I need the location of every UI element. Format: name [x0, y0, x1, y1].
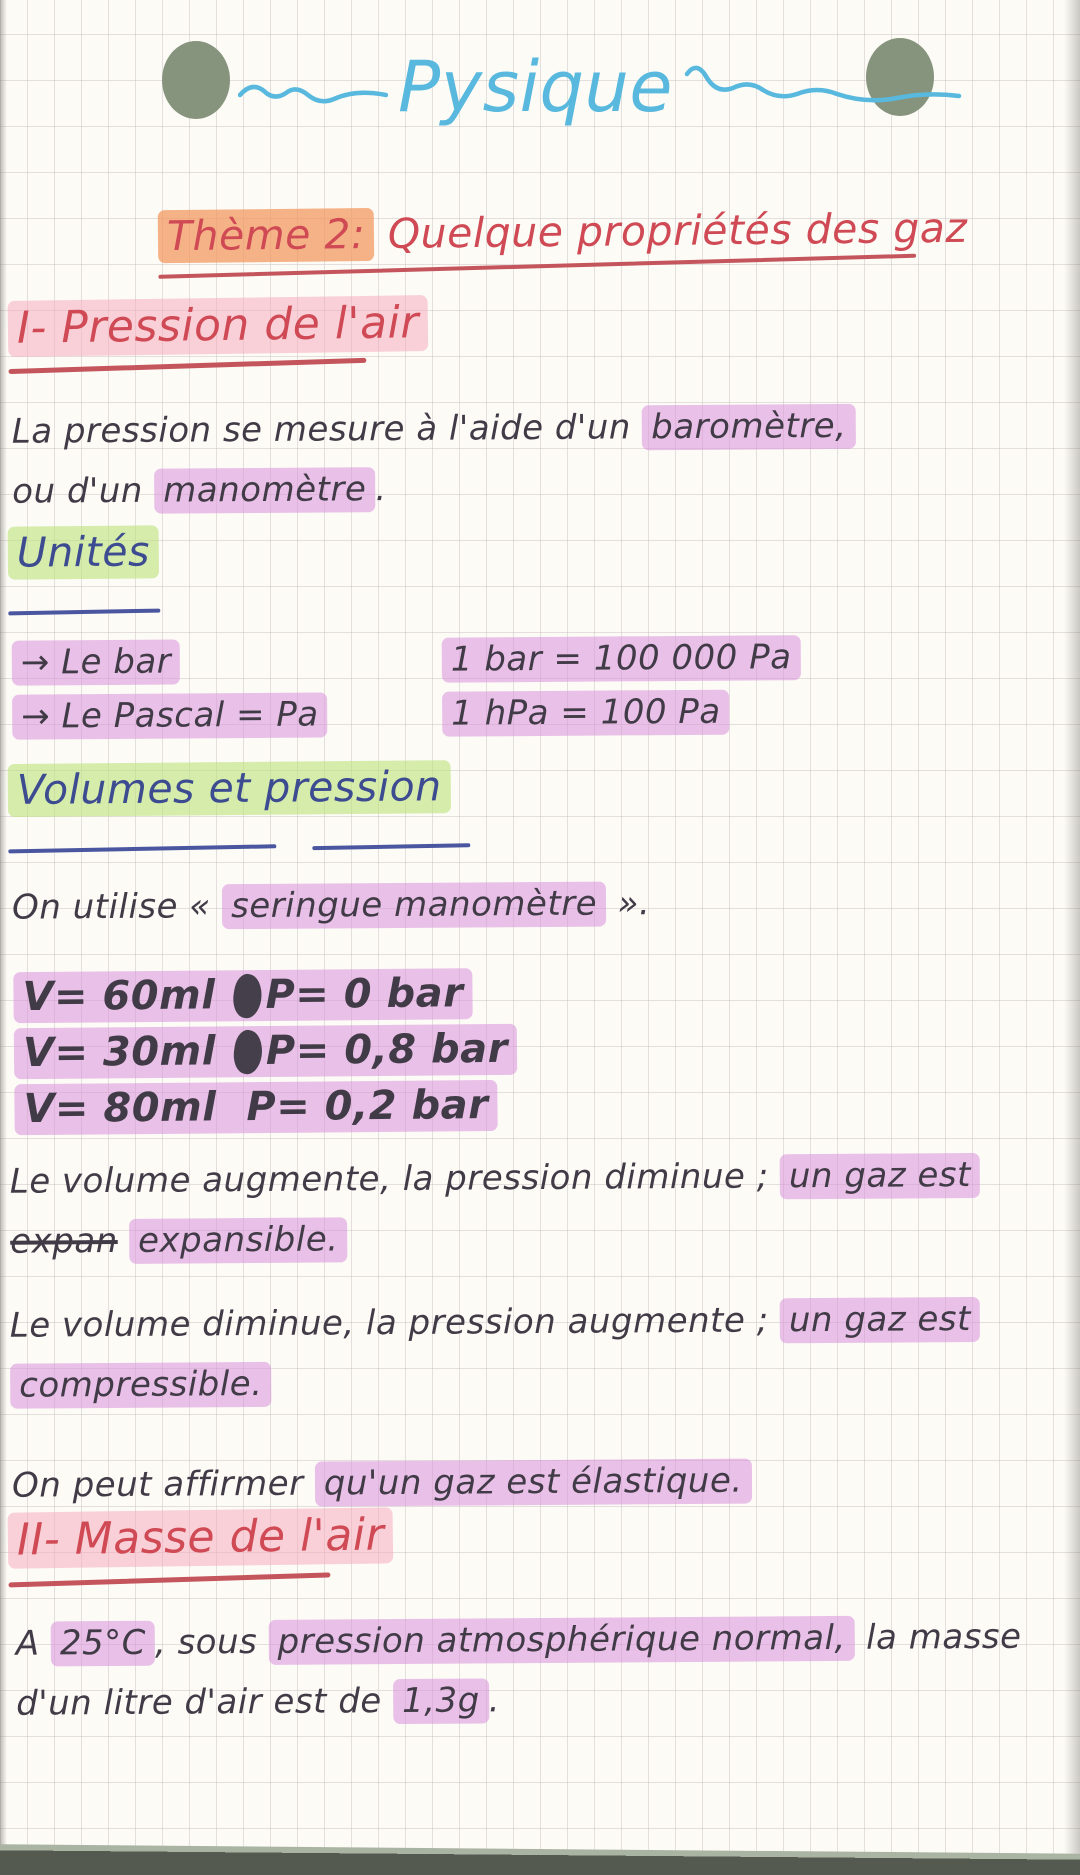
- expansible-paragraph: [10, 1144, 1073, 1271]
- highlight-pression-atmospherique: pression atmosphérique normal,: [268, 1616, 854, 1665]
- masse-text-b: , sous: [154, 1621, 269, 1663]
- row2-volume: V= 30ml: [22, 1028, 217, 1077]
- unit-bar: → Le bar: [12, 639, 181, 685]
- measurement-row: [14, 1022, 517, 1080]
- volumes-heading: [8, 762, 470, 862]
- section-1-title: I- Pression de l'air: [8, 295, 429, 357]
- row2-pressure: P= 0,8 bar: [265, 1025, 509, 1074]
- masse-text-a: A: [15, 1623, 52, 1664]
- measurement-row: [14, 1078, 517, 1136]
- crossed-out-word: expan: [10, 1220, 118, 1262]
- page-left-edge: [0, 0, 7, 1875]
- page-bottom-edge: [0, 1844, 1080, 1875]
- seringue-line: [12, 870, 1062, 937]
- compressible-paragraph: [10, 1288, 1073, 1415]
- section-2-title: II- Masse de l'air: [8, 1507, 394, 1568]
- highlight-elastique: qu'un gaz est élastique.: [315, 1459, 752, 1507]
- theme-label: Thème 2:: [158, 208, 375, 263]
- highlight-barometre: baromètre,: [642, 404, 856, 450]
- elastique-text: On peut affirmer: [11, 1463, 315, 1506]
- highlight-un-gaz-est-1: un gaz est: [780, 1153, 980, 1199]
- row3-volume: V= 80ml: [23, 1084, 217, 1133]
- expansible-text: Le volume augmente, la pression diminue ;: [9, 1156, 781, 1202]
- measurement-table: [13, 966, 517, 1138]
- volumes-underline-2: [312, 843, 470, 850]
- unites-heading: [8, 527, 161, 624]
- masse-text-d: d'un litre d'air est de: [16, 1681, 394, 1724]
- unites-underline: [8, 609, 160, 616]
- highlight-expansible: expansible.: [129, 1217, 348, 1264]
- compressible-text: Le volume diminue, la pression augmente ;: [9, 1300, 781, 1346]
- row1-volume: V= 60ml: [22, 972, 216, 1021]
- highlight-un-gaz-est-2: un gaz est: [780, 1297, 980, 1343]
- masse-paragraph: [16, 1606, 1075, 1733]
- volumes-underline-1: [8, 844, 276, 853]
- pression-intro-paragraph: [12, 394, 1073, 521]
- equation-hpa: 1 hPa = 100 Pa: [442, 690, 730, 737]
- section-1-underline: [8, 358, 366, 374]
- section-2-underline: [8, 1572, 330, 1587]
- section-1-heading: [8, 297, 429, 371]
- masse-text-e: .: [488, 1680, 501, 1721]
- masse-text-c: la masse: [854, 1616, 1022, 1658]
- unit-pascal: → Le Pascal = Pa: [12, 692, 328, 739]
- page-right-edge: [1064, 0, 1080, 1875]
- equation-bar: 1 bar = 100 000 Pa: [442, 635, 801, 683]
- page-title: Pysique: [398, 46, 673, 128]
- theme-heading: [158, 204, 968, 272]
- squiggle-left-icon: [238, 57, 388, 117]
- unites-title: Unités: [8, 525, 160, 579]
- highlight-masse-value: 1,3g: [393, 1678, 489, 1724]
- row3-pressure: P= 0,2 bar: [246, 1082, 489, 1131]
- intro-text-a: La pression se mesure à l'aide d'un: [11, 407, 643, 452]
- binder-hole-dot-left: [162, 41, 230, 119]
- volumes-title-1: Volumes et: [16, 763, 251, 814]
- ink-scribble-icon: [231, 1028, 265, 1076]
- use-text-a: On utilise «: [11, 886, 223, 928]
- section-2-heading: [8, 1509, 394, 1584]
- row1-pressure: P= 0 bar: [265, 970, 464, 1018]
- elastique-line: [12, 1448, 1072, 1515]
- intro-text-b: ou d'un: [12, 470, 155, 512]
- theme-title: Quelque propriétés des gaz: [374, 203, 968, 258]
- volumes-title-2: pression: [250, 762, 442, 812]
- unites-list: [12, 628, 1063, 743]
- intro-text-c: .: [375, 469, 387, 510]
- highlight-manometre: manomètre: [154, 467, 375, 514]
- use-text-b: ».: [605, 883, 651, 924]
- highlight-compressible: compressible.: [10, 1362, 272, 1409]
- highlight-temperature: 25°C: [51, 1621, 155, 1667]
- measurement-row: [13, 966, 516, 1024]
- ink-scribble-icon: [230, 972, 264, 1020]
- squiggle-right-icon: [683, 52, 963, 122]
- highlight-seringue: seringue manomètre: [222, 882, 606, 930]
- page-header: [238, 46, 963, 128]
- unit-equations: [442, 630, 801, 741]
